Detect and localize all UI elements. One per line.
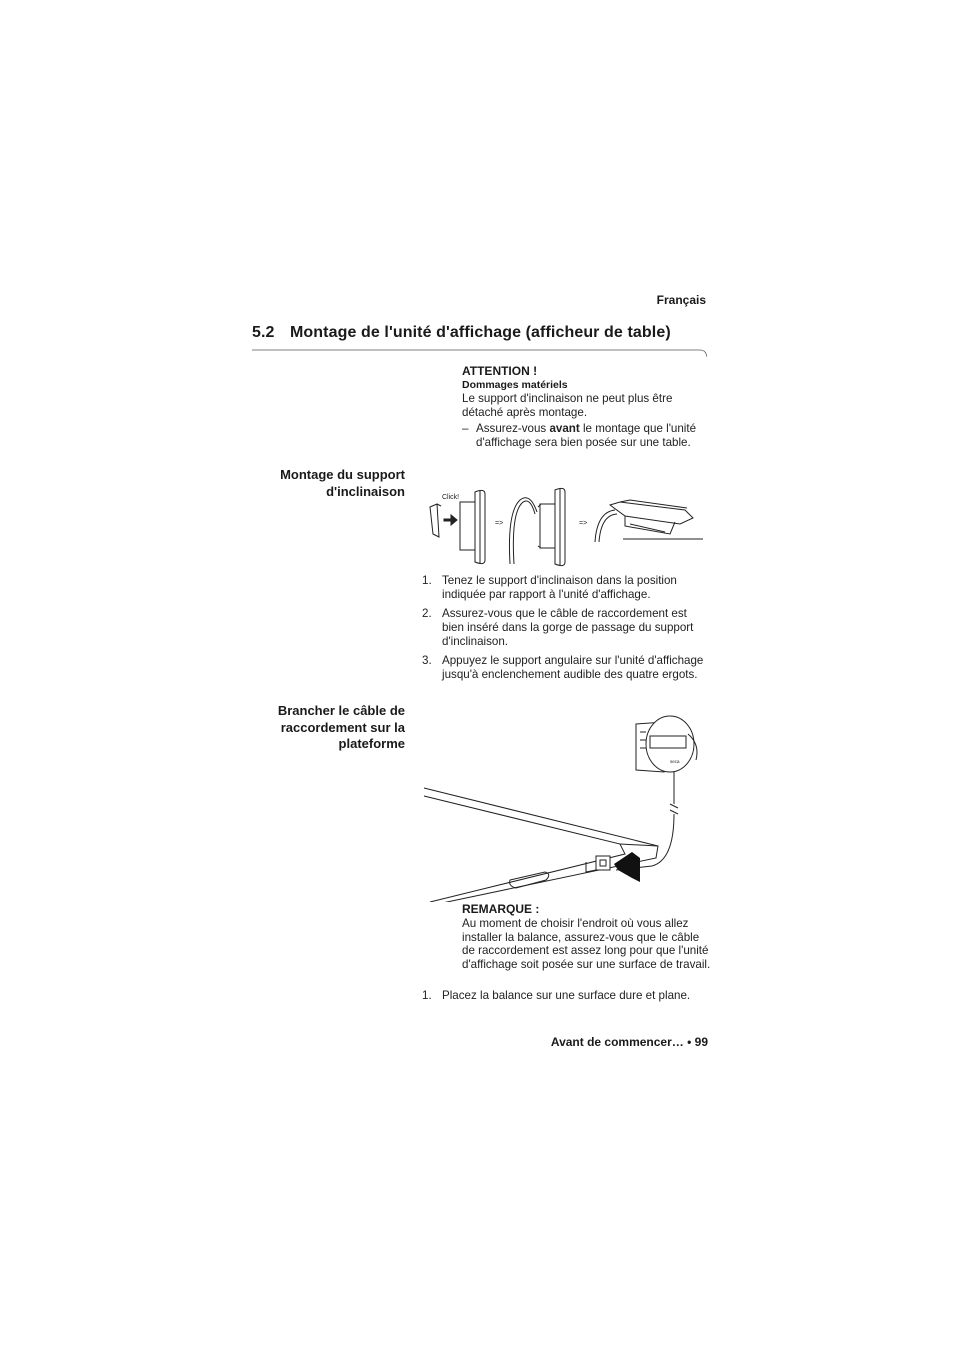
click-label: Click! [442, 494, 460, 501]
list-item: 2. Assurez-vous que le câble de raccordement est bien inséré dans la gorge de passage du support d'inclinaison. [422, 606, 694, 649]
instruction-bold: avant [549, 422, 580, 435]
instruction-prefix: Assurez-vous [476, 422, 550, 435]
note-text: Au moment de choisir l'endroit où vous allez installer la balance, assurez-vous que le câble de raccordement est assez long pour que l'unité d'affichage soit posée sur une surface de travail. [462, 917, 711, 972]
list-item: 1. Placez la balance sur une surface dure et plane. [422, 989, 691, 1002]
subsection2-heading-line3: plateforme [338, 736, 405, 751]
warning-dash: – [462, 422, 469, 435]
tilt-support-illustration [425, 482, 710, 572]
list-item: 1. Tenez le support d'inclinaison dans la position indiquée par rapport à l'unité d'affichage. [422, 574, 677, 602]
section-title-text: Montage de l'unité d'affichage (afficheur de table) [290, 324, 671, 341]
display-brand-label: seca [670, 759, 680, 764]
section-title [252, 324, 671, 342]
subsection1-heading-line2: d'inclinaison [326, 483, 405, 499]
list-item: 3. Appuyez le support angulaire sur l'unité d'affichage jusqu'à enclenchement audible des quatre ergots. [422, 654, 704, 682]
page-footer: Avant de commencer… • 99 [550, 1035, 708, 1049]
warning-subtitle: Dommages matériels [462, 379, 568, 391]
warning-instruction [462, 422, 712, 450]
subsection2-heading-line1: Brancher le câble de [277, 703, 405, 718]
section-rule [252, 348, 707, 358]
cable-connection-illustration [420, 712, 710, 902]
language-label: Français [656, 293, 706, 307]
steps-list-1 [422, 574, 712, 687]
warning-text: Le support d'inclinaison ne peut plus être détaché après montage. [462, 392, 673, 420]
subsection1-heading [205, 467, 405, 500]
subsection2-heading-line2: raccordement sur la [280, 719, 405, 735]
figure-arrow2: => [579, 520, 588, 527]
note-title: REMARQUE : [462, 902, 540, 916]
warning-title: ATTENTION ! [462, 364, 538, 378]
subsection1-heading-line1: Montage du support [280, 467, 405, 482]
subsection2-heading [205, 703, 405, 753]
section-number: 5.2 [252, 324, 275, 341]
instruction-suffix: le montage que l'unité d'affichage sera bien posée sur une table. [476, 422, 697, 450]
steps-list-2 [422, 989, 712, 1008]
figure-arrow1: => [495, 520, 504, 527]
